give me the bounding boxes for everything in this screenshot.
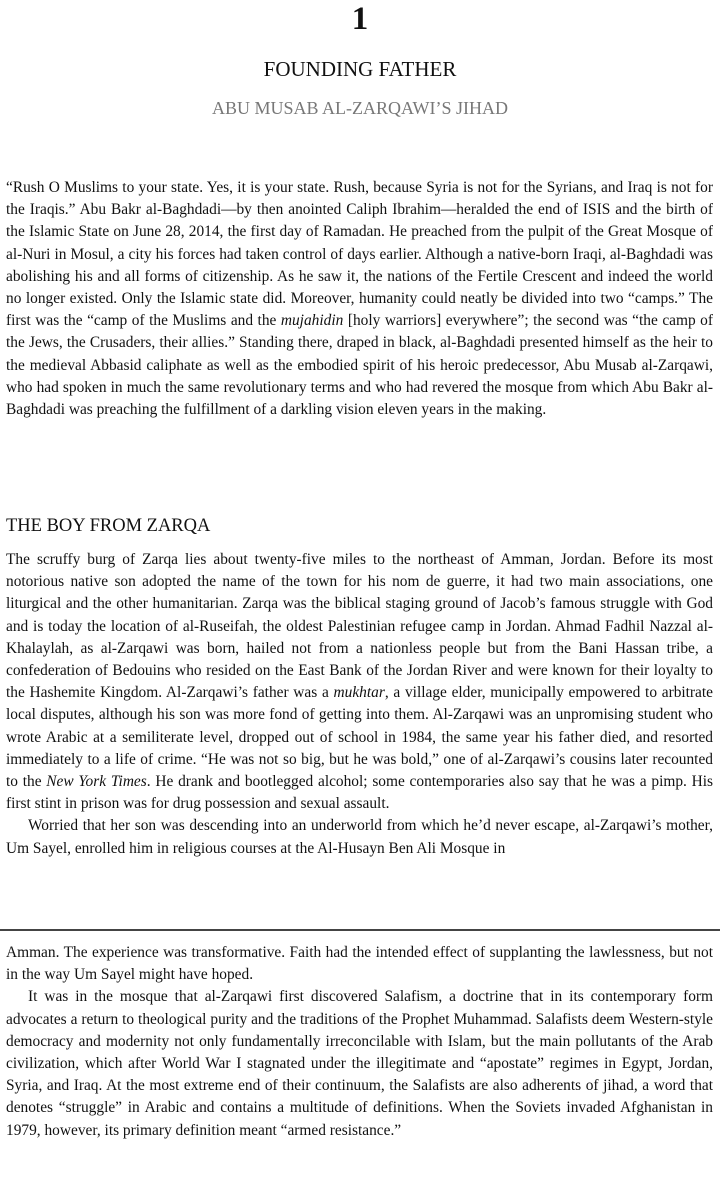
continued-section: [6, 942, 713, 1142]
section-paragraph: Worried that her son was descending into an underworld from which he’d never escape, al-Zarqawi’s mother, Um Sayel, enrolled him in religious courses at the Al-Husayn Ben Ali Mosque in: [6, 817, 713, 857]
text-run: The scruffy burg of Zarqa lies about twenty-five miles to the northeast of Amman, Jordan. Before its most notorious native son adopted the name of the town for his nom de guerre, it had two main associations, one liturgical and the other humanitarian. Zarqa was the biblical staging ground of Jacob’s famous struggle with God and is today the location of al-Ruseifah, the oldest Palestinian refugee camp in Jordan. Ahmad Fadhil Nazzal al-Khalaylah, as al-Zarqawi was born, hailed not from a nationless people but from the Bani Hassan tribe, a confederation of Bedouins who resided on the East Bank of the Jordan River and were known for their loyalty to the Hashemite Kingdom. Al-Zarqawi’s father was a: [6, 551, 713, 702]
continued-paragraph: Amman. The experience was transformative. Faith had the intended effect of supplanting the lawlessness, but not in the way Um Sayel might have hoped.: [6, 944, 713, 984]
chapter-subtitle: ABU MUSAB AL-ZARQAWI’S JIHAD: [211, 98, 509, 118]
intro-section: [6, 177, 713, 421]
chapter-number: 1: [351, 1, 369, 37]
text-run: “Rush O Muslims to your state. Yes, it is your state. Rush, because Syria is not for the Syrians, and Iraq is not for the Iraqis.” Abu Bakr al-Baghdadi—by then anointed Caliph Ibrahim—heralded the end of ISIS and the birth of the Islamic State on June 28, 2014, the first day of Ramadan. He preached from the pulpit of the Great Mosque of al-Nuri in Mosul, a city his forces had taken control of days earlier. Although a native-born Iraqi, al-Baghdadi was abolishing his and all forms of citizenship. As he saw it, the nations of the Fertile Crescent and indeed the world no longer existed. Only the Islamic state did. Moreover, humanity could neatly be divided into two “camps.” The first was the “camp of the Muslims and the: [6, 179, 713, 330]
text-run: , a village elder, municipally empowered to arbitrate local disputes, although his son was more fond of getting into them. Al-Zarqawi was an unpromising student who wrote Arabic at a semiliterate level, dropped out of school in 1984, the same year his father died, and resorted immediately to a life of crime. “He was not so big, but he was bold,” one of al-Zarqawi’s cousins later recounted to the: [6, 684, 713, 791]
italic-term: mujahidin: [280, 312, 344, 330]
text-run: . He drank and bootlegged alcohol; some contemporaries also say that he was a pimp. His first stint in prison was for drug possession and sexual assault.: [6, 773, 714, 813]
page-separator: [0, 929, 720, 931]
continued-paragraph: It was in the mosque that al-Zarqawi first discovered Salafism, a doctrine that in its contemporary form advocates a return to theological purity and the traditions of the Prophet Muhammad. Salafists deem Western-style democracy and modernity not only fundamentally irreconcilable with Islam, but the main pollutants of the Arab civilization, which after World War I stagnated under the illegitimate and “apostate” regimes in Egypt, Jordan, Syria, and Iraq. At the most extreme end of their continuum, the Salafists are also adherents of jihad, a word that denotes “struggle” in Arabic and contains a multitude of definitions. When the Soviets invaded Afghanistan in 1979, however, its primary definition meant “armed resistance.”: [6, 988, 713, 1139]
italic-publication: New York Times: [46, 773, 147, 791]
section-paragraph: [6, 549, 713, 815]
italic-term: mukhtar: [333, 684, 385, 702]
zarqa-section: [6, 549, 713, 860]
section-heading: THE BOY FROM ZARQA: [6, 516, 211, 536]
intro-paragraph: [6, 177, 713, 421]
chapter-title: FOUNDING FATHER: [263, 57, 457, 81]
text-run: [holy warriors] everywhere”; the second was “the camp of the Jews, the Crusaders, their allies.” Standing there, draped in black, al-Baghdadi presented himself as the heir to the medieval Abbasid caliphate as well as the embodied spirit of his heroic predecessor, Abu Musab al-Zarqawi, who had spoken in much the same revolutionary terms and who had revered the mosque from which Abu Bakr al-Baghdadi was preaching the fulfillment of a darkling vision eleven years in the making.: [6, 312, 713, 419]
